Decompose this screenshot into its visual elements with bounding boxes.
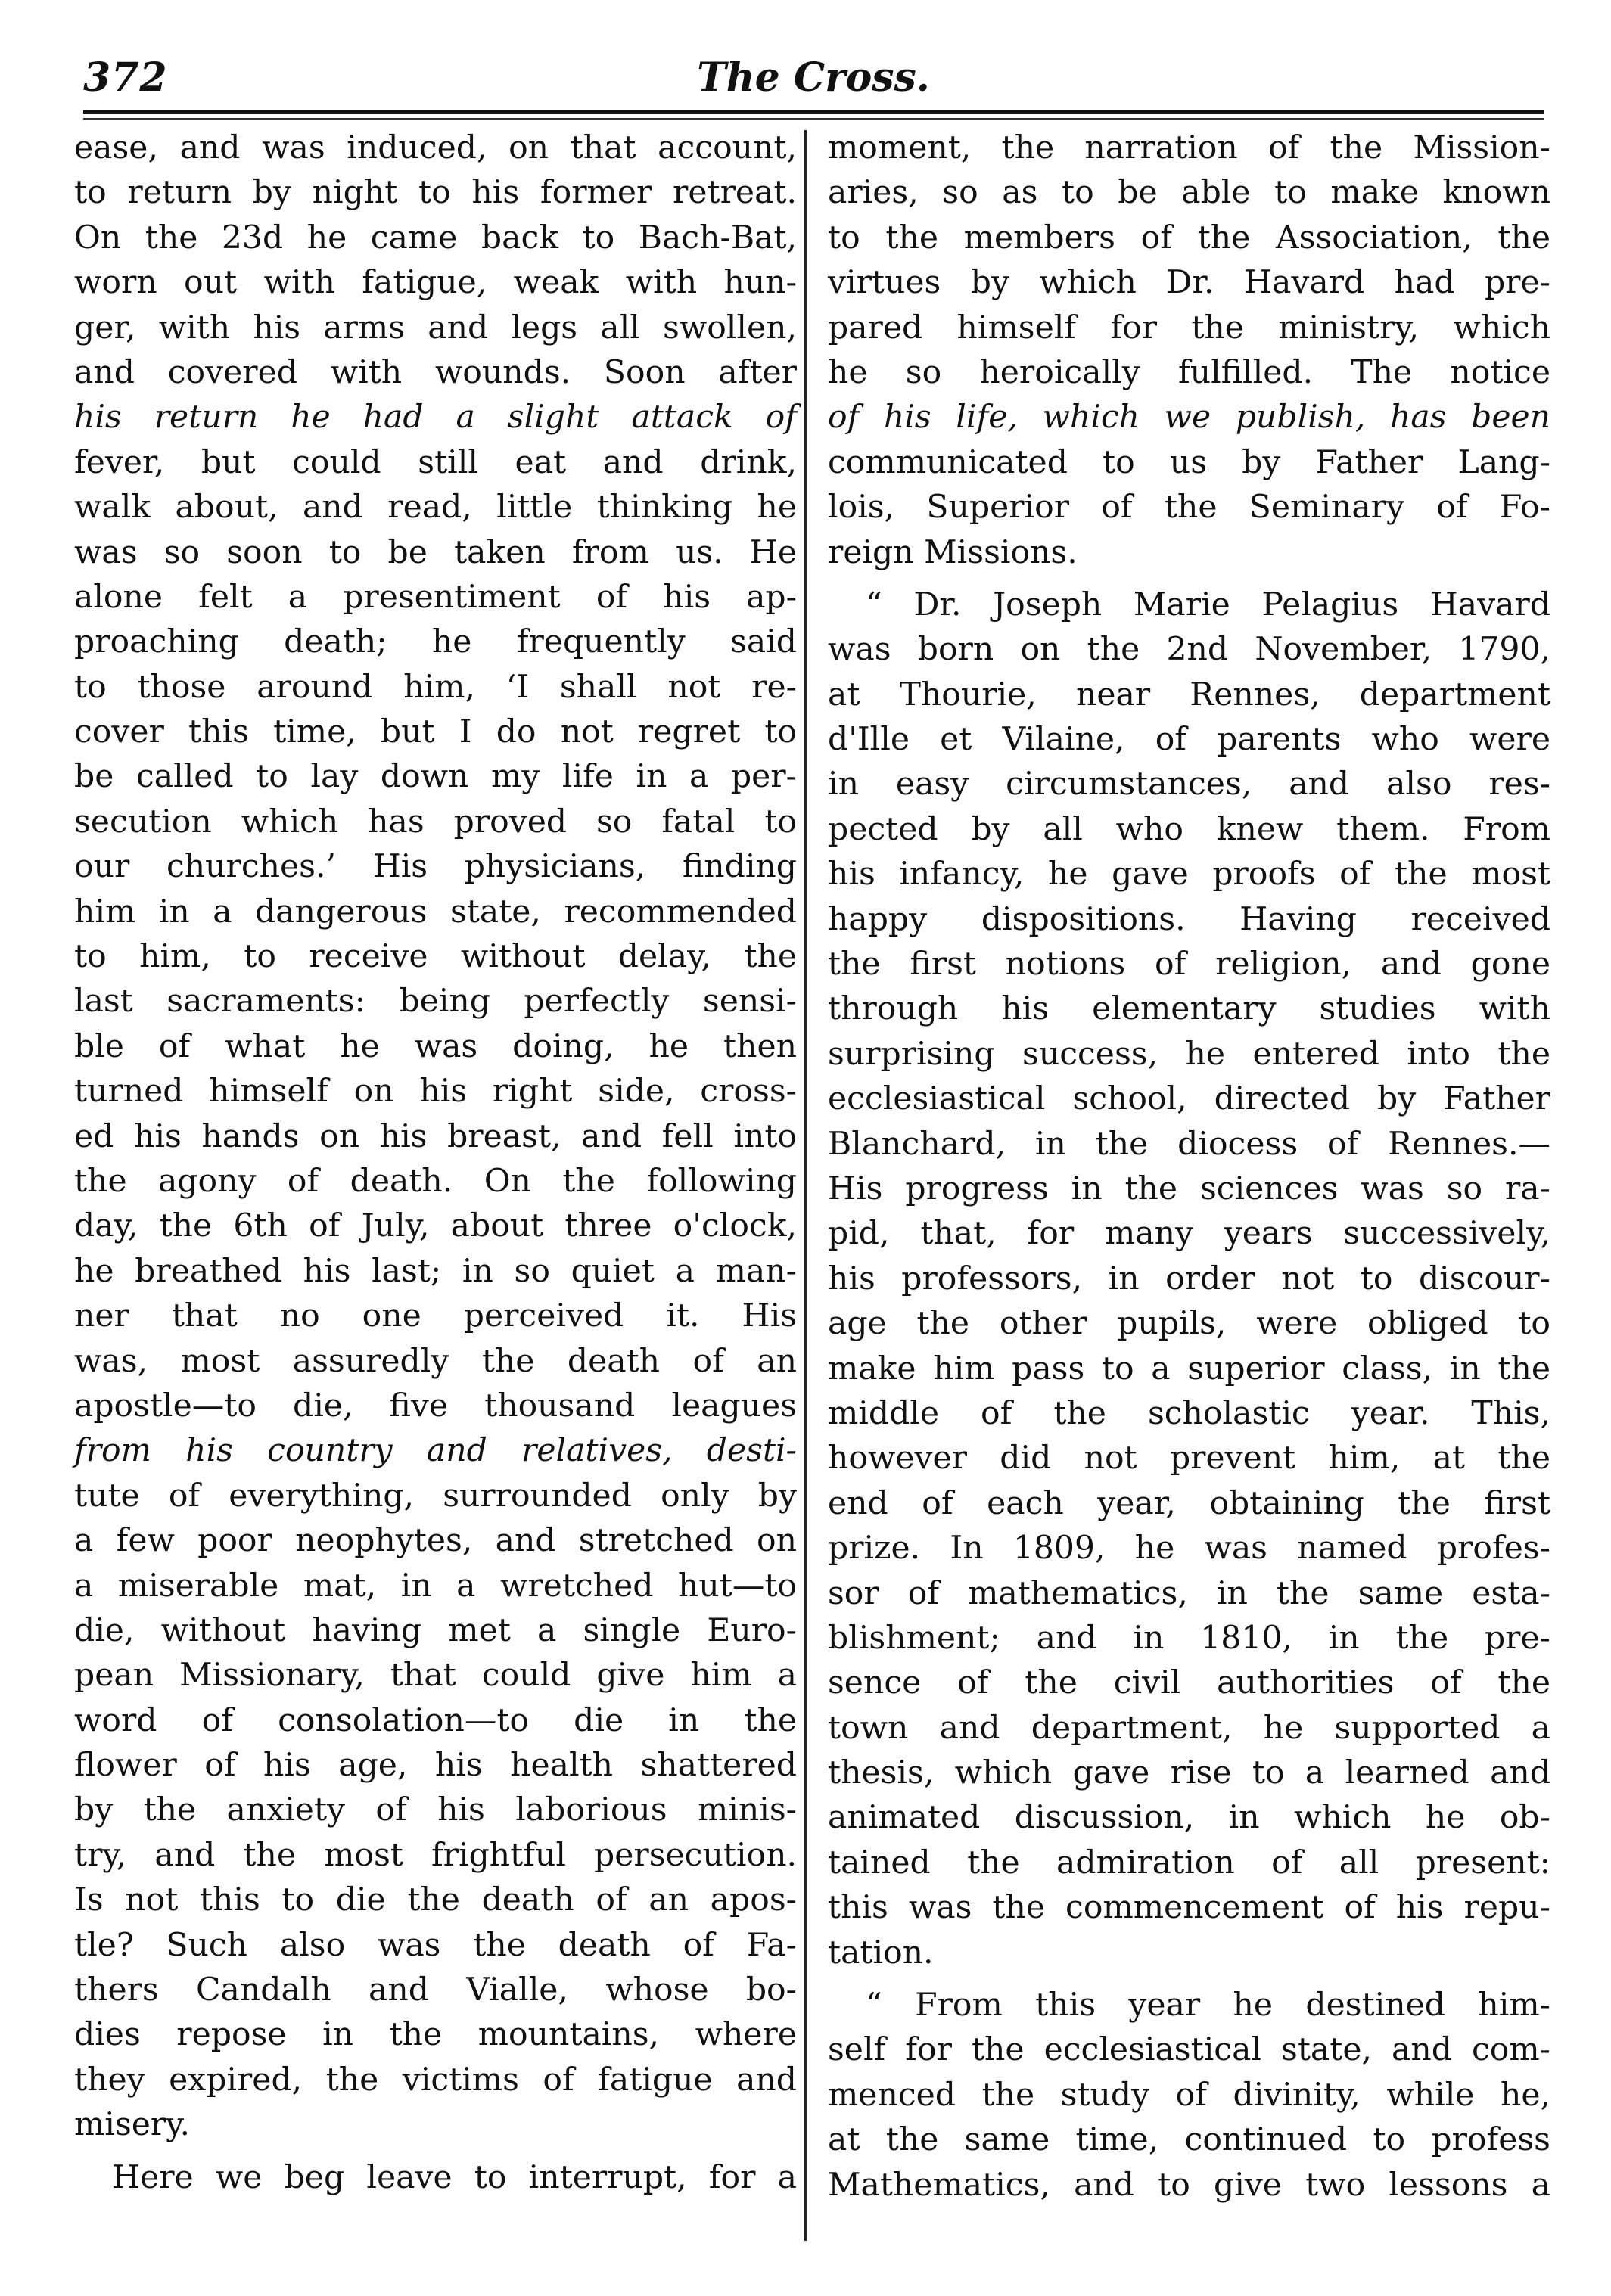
text-line: he breathed his last; in so quiet a man-: [74, 1252, 797, 1290]
text-line: His progress in the sciences was so ra-: [828, 1170, 1550, 1207]
text-line: cover this time, but I do not regret to: [74, 713, 797, 751]
text-line: at the same time, continued to profess: [828, 2121, 1550, 2159]
text-line: On the 23d he came back to Bach-Bat,: [74, 219, 797, 256]
text-line: “ Dr. Joseph Marie Pelagius Havard: [866, 586, 1550, 623]
text-line: a few poor neophytes, and stretched on: [74, 1522, 797, 1560]
text-line: to him, to receive without delay, the: [74, 938, 797, 976]
text-line: lois, Superior of the Seminary of Fo-: [828, 489, 1550, 527]
text-line: thers Candalh and Vialle, whose bo-: [74, 1971, 797, 2009]
text-line: at Thourie, near Rennes, department: [828, 676, 1550, 713]
left-column: [74, 126, 797, 2200]
text-line: reign Missions.: [828, 533, 1078, 571]
text-line: ed his hands on his breast, and fell into: [74, 1117, 797, 1155]
text-line: dies repose in the mountains, where: [74, 2016, 797, 2054]
right-column: [828, 126, 1550, 2207]
header-rule: [83, 110, 1544, 114]
text-line: pean Missionary, that could give him a: [74, 1657, 797, 1695]
text-line: ble of what he was doing, he then: [74, 1027, 797, 1065]
text-line: sence of the civil authorities of the: [828, 1664, 1550, 1702]
text-line: proaching death; he frequently said: [74, 623, 797, 661]
text-line: him in a dangerous state, recommended: [74, 893, 797, 931]
text-line: Blanchard, in the diocess of Rennes.—: [828, 1125, 1550, 1163]
text-line: our churches.’ His physicians, finding: [74, 848, 797, 886]
text-line: tle? Such also was the death of Fa-: [74, 1926, 797, 1964]
text-line: he so heroically fulfilled. The notice: [828, 353, 1550, 391]
text-line: age the other pupils, were obliged to: [828, 1305, 1550, 1343]
text-line: town and department, he supported a: [828, 1709, 1550, 1747]
text-line: aries, so as to be able to make known: [828, 174, 1550, 212]
text-line: flower of his age, his health shattered: [74, 1747, 797, 1785]
text-line: make him pass to a superior class, in the: [828, 1350, 1550, 1387]
text-line: to the members of the Association, the: [828, 219, 1550, 256]
text-line: tute of everything, surrounded only by: [74, 1477, 797, 1515]
text-line: thesis, which gave rise to a learned and: [828, 1754, 1550, 1792]
text-line: the agony of death. On the following: [74, 1162, 797, 1200]
text-line: menced the study of divinity, while he,: [828, 2076, 1550, 2114]
text-line: his infancy, he gave proofs of the most: [828, 856, 1550, 893]
text-line: turned himself on his right side, cross-: [74, 1073, 797, 1111]
text-line: day, the 6th of July, about three o'clock,: [74, 1207, 797, 1245]
text-line: blishment; and in 1810, in the pre-: [828, 1619, 1550, 1657]
text-line: last sacraments: being perfectly sensi-: [74, 983, 797, 1021]
text-line: ecclesiastical school, directed by Father: [828, 1080, 1550, 1118]
text-line: worn out with fatigue, weak with hun-: [74, 264, 797, 302]
text-line: a miserable mat, in a wretched hut—to: [74, 1567, 797, 1605]
text-line: by the anxiety of his laborious minis-: [74, 1791, 797, 1829]
text-line: Mathematics, and to give two lessons a: [828, 2166, 1550, 2204]
text-line: pid, that, for many years successively,: [828, 1215, 1550, 1253]
text-line: ease, and was induced, on that account,: [74, 129, 797, 166]
text-line: and covered with wounds. Soon after: [74, 353, 797, 391]
text-line: animated discussion, in which he ob-: [828, 1799, 1550, 1837]
text-line: communicated to us by Father Lang-: [828, 443, 1550, 481]
text-line: try, and the most frightful persecution.: [74, 1836, 797, 1874]
text-line: be called to lay down my life in a per-: [74, 758, 797, 796]
text-line: Here we beg leave to interrupt, for a: [112, 2158, 797, 2196]
header-rule-thin: [83, 118, 1544, 120]
text-line: die, without having met a single Euro-: [74, 1611, 797, 1649]
text-line: of his life, which we publish, has been: [828, 399, 1550, 437]
text-line: misery.: [74, 2106, 191, 2144]
text-line: ner that no one perceived it. His: [74, 1297, 797, 1335]
text-line: tation.: [828, 1934, 934, 1971]
page-number: 372: [83, 54, 168, 101]
text-line: his professors, in order not to discour-: [828, 1260, 1550, 1297]
text-line: to return by night to his former retreat.: [74, 174, 797, 212]
text-line: was so soon to be taken from us. He: [74, 533, 797, 571]
running-title: The Cross.: [697, 54, 930, 101]
column-divider: [804, 130, 807, 2241]
text-line: happy dispositions. Having received: [828, 900, 1550, 938]
text-line: self for the ecclesiastical state, and com-: [828, 2031, 1550, 2069]
text-line: in easy circumstances, and also res-: [828, 766, 1550, 803]
text-line: Is not this to die the death of an apos-: [74, 1881, 797, 1919]
text-line: fever, but could still eat and drink,: [74, 443, 797, 481]
text-line: prize. In 1809, he was named profes-: [828, 1530, 1550, 1567]
paragraph-gap: [74, 2148, 797, 2155]
page-header: [83, 54, 1544, 118]
text-line: from his country and relatives, desti-: [74, 1432, 797, 1470]
paragraph-gap: [828, 1975, 1550, 1983]
text-line: to those around him, ‘I shall not re-: [74, 668, 797, 706]
text-line: pected by all who knew them. From: [828, 810, 1550, 848]
text-line: word of consolation—to die in the: [74, 1701, 797, 1739]
text-line: pared himself for the ministry, which: [828, 309, 1550, 346]
text-line: surprising success, he entered into the: [828, 1035, 1550, 1073]
text-line: virtues by which Dr. Havard had pre-: [828, 264, 1550, 302]
text-line: was, most assuredly the death of an: [74, 1342, 797, 1380]
text-line: walk about, and read, little thinking he: [74, 489, 797, 527]
text-line: through his elementary studies with: [828, 990, 1550, 1028]
text-line: sor of mathematics, in the same esta-: [828, 1574, 1550, 1612]
text-line: was born on the 2nd November, 1790,: [828, 631, 1550, 669]
text-line: tained the admiration of all present:: [828, 1844, 1550, 1881]
text-line: alone felt a presentiment of his ap-: [74, 578, 797, 616]
text-line: this was the commencement of his repu-: [828, 1889, 1550, 1927]
text-line: apostle—to die, five thousand leagues: [74, 1387, 797, 1425]
text-line: middle of the scholastic year. This,: [828, 1394, 1550, 1432]
text-line: the first notions of religion, and gone: [828, 946, 1550, 983]
text-line: they expired, the victims of fatigue and: [74, 2061, 797, 2099]
text-line: d'Ille et Vilaine, of parents who were: [828, 721, 1550, 759]
text-line: secution which has proved so fatal to: [74, 803, 797, 840]
text-line: his return he had a slight attack of: [74, 399, 797, 437]
text-line: moment, the narration of the Mission-: [828, 129, 1550, 166]
text-line: “ From this year he destined him-: [866, 1987, 1550, 2024]
paragraph-gap: [828, 575, 1550, 583]
text-line: ger, with his arms and legs all swollen,: [74, 309, 797, 346]
text-line: however did not prevent him, at the: [828, 1440, 1550, 1477]
text-line: end of each year, obtaining the first: [828, 1484, 1550, 1522]
